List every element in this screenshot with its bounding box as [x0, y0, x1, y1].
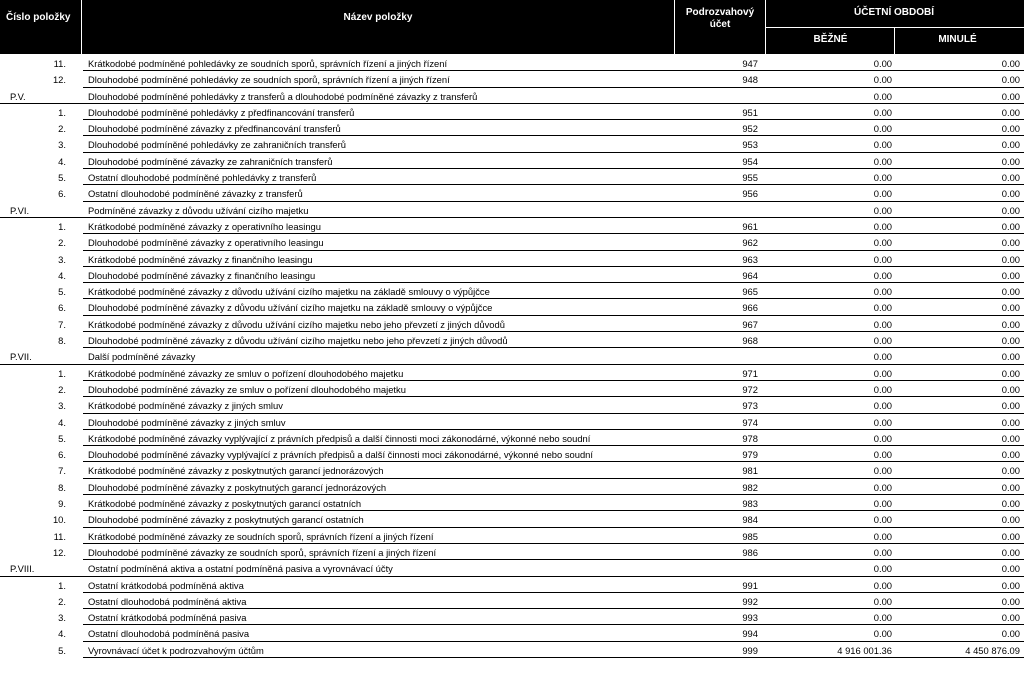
row-rule	[83, 461, 1024, 462]
row-account-code: 962	[742, 237, 758, 249]
row-value-minule: 0.00	[1001, 74, 1020, 86]
table-row	[0, 398, 1024, 414]
row-account-code: 983	[742, 498, 758, 510]
table-row	[0, 121, 1024, 137]
row-name: Dlouhodobé podmíněné závazky ze zahraničních transferů	[88, 155, 333, 167]
section-row	[0, 203, 1024, 219]
row-value-minule: 0.00	[1001, 367, 1020, 379]
row-rule	[83, 527, 1024, 528]
row-value-bezne: 0.00	[873, 74, 892, 86]
row-value-bezne: 0.00	[873, 237, 892, 249]
row-number: 1.	[58, 367, 66, 379]
row-name: Dlouhodobé podmíněné závazky ze soudních sporů, správních řízení a jiných řízení	[88, 546, 437, 558]
row-account-code: 964	[742, 269, 758, 281]
table-row	[0, 317, 1024, 333]
row-number: 2.	[58, 123, 66, 135]
row-value-bezne: 0.00	[873, 351, 892, 363]
row-value-minule: 0.00	[1001, 139, 1020, 151]
row-name: Krátkodobé podmíněné závazky z finančního leasingu	[88, 253, 313, 265]
row-name: Dlouhodobé podmíněné pohledávky ze zahraničních transferů	[88, 139, 346, 151]
header-ucetni-obdobi: ÚČETNÍ OBDOBÍ	[854, 7, 934, 18]
row-rule	[0, 217, 1024, 218]
header-podrozvahovy-line1: Podrozvahový	[685, 7, 755, 18]
table-header	[0, 0, 1024, 54]
row-value-bezne: 0.00	[873, 595, 892, 607]
row-rule	[83, 429, 1024, 430]
row-rule	[83, 543, 1024, 544]
row-value-bezne: 0.00	[873, 579, 892, 591]
row-value-bezne: 0.00	[873, 335, 892, 347]
table-row	[0, 105, 1024, 121]
row-value-minule: 0.00	[1001, 188, 1020, 200]
row-rule	[83, 413, 1024, 414]
table-row	[0, 529, 1024, 545]
row-name: Ostatní podmíněná aktiva a ostatní podmíněná pasiva a vyrovnávací účty	[88, 563, 393, 575]
row-name: Dlouhodobé podmíněné pohledávky z transferů a dlouhodobé podmíněné závazky z transferů	[88, 90, 478, 102]
row-rule	[83, 478, 1024, 479]
row-rule	[83, 608, 1024, 609]
row-account-code: 951	[742, 106, 758, 118]
row-name: Krátkodobé podmíněné pohledávky ze soudních sporů, správních řízení a jiných řízení	[88, 58, 448, 69]
row-account-code: 947	[742, 58, 758, 69]
row-value-bezne: 0.00	[873, 172, 892, 184]
row-value-minule: 0.00	[1001, 90, 1020, 102]
section-row	[0, 349, 1024, 365]
row-account-code: 972	[742, 383, 758, 395]
header-divider	[674, 0, 675, 54]
row-number: 10.	[52, 514, 66, 526]
row-rule	[83, 119, 1024, 120]
row-value-minule: 0.00	[1001, 563, 1020, 575]
row-rule	[83, 510, 1024, 511]
table-row	[0, 56, 1024, 72]
table-row	[0, 366, 1024, 382]
table-row	[0, 463, 1024, 479]
row-account-code: 982	[742, 481, 758, 493]
row-value-minule: 0.00	[1001, 432, 1020, 444]
row-rule	[83, 70, 1024, 71]
header-bezne: BĚŽNÉ	[813, 34, 848, 45]
row-name: Krátkodobé podmíněné závazky z poskytnutých garancí ostatních	[88, 498, 362, 510]
row-rule	[83, 380, 1024, 381]
row-value-bezne: 0.00	[873, 546, 892, 558]
header-cislo-polozky: Číslo položky	[6, 12, 71, 23]
row-name: Vyrovnávací účet k podrozvahovým účtům	[88, 644, 264, 656]
row-number: P.VI.	[10, 204, 30, 216]
table-row	[0, 170, 1024, 186]
row-name: Dlouhodobé podmíněné závazky z důvodu užívání cizího majetku na základě smlouvy o výpůjčce	[88, 302, 493, 314]
row-name: Krátkodobé podmíněné závazky z jiných smluv	[88, 400, 283, 412]
row-rule	[83, 201, 1024, 202]
row-name: Krátkodobé podmíněné závazky z operativního leasingu	[88, 220, 321, 232]
row-value-minule: 0.00	[1001, 286, 1020, 298]
row-value-bezne: 0.00	[873, 481, 892, 493]
row-account-code: 967	[742, 318, 758, 330]
table-row	[0, 219, 1024, 235]
row-value-bezne: 0.00	[873, 90, 892, 102]
header-podrozvahovy-ucet	[676, 7, 764, 31]
row-value-bezne: 0.00	[873, 188, 892, 200]
row-number: 5.	[58, 432, 66, 444]
row-number: 3.	[58, 612, 66, 624]
row-value-minule: 0.00	[1001, 514, 1020, 526]
header-divider	[765, 27, 1024, 28]
row-value-minule: 0.00	[1001, 628, 1020, 640]
row-account-code: 974	[742, 416, 758, 428]
row-value-bezne: 0.00	[873, 449, 892, 461]
row-account-code: 955	[742, 172, 758, 184]
row-rule	[83, 445, 1024, 446]
row-rule	[83, 184, 1024, 185]
row-number: 6.	[58, 449, 66, 461]
row-value-bezne: 0.00	[873, 416, 892, 428]
row-account-code: 961	[742, 220, 758, 232]
row-value-minule: 0.00	[1001, 58, 1020, 69]
row-value-minule: 0.00	[1001, 530, 1020, 542]
row-name: Ostatní dlouhodobá podmíněná pasiva	[88, 628, 250, 640]
row-number: 4.	[58, 416, 66, 428]
row-value-minule: 4 450 876.09	[965, 644, 1020, 656]
row-account-code: 952	[742, 123, 758, 135]
row-rule	[0, 364, 1024, 365]
row-value-minule: 0.00	[1001, 172, 1020, 184]
row-value-bezne: 0.00	[873, 530, 892, 542]
row-value-minule: 0.00	[1001, 351, 1020, 363]
row-number: 3.	[58, 400, 66, 412]
row-account-code: 984	[742, 514, 758, 526]
row-account-code: 981	[742, 465, 758, 477]
table-body	[0, 56, 1024, 659]
row-rule	[83, 657, 1024, 658]
row-account-code: 993	[742, 612, 758, 624]
row-value-bezne: 0.00	[873, 367, 892, 379]
row-rule	[83, 298, 1024, 299]
row-account-code: 999	[742, 644, 758, 656]
row-account-code: 968	[742, 335, 758, 347]
row-value-minule: 0.00	[1001, 335, 1020, 347]
row-account-code: 978	[742, 432, 758, 444]
row-name: Podmíněné závazky z důvodu užívání cizího majetku	[88, 204, 309, 216]
row-value-bezne: 0.00	[873, 465, 892, 477]
row-number: 3.	[58, 253, 66, 265]
row-account-code: 973	[742, 400, 758, 412]
row-name: Krátkodobé podmíněné závazky z důvodu užívání cizího majetku nebo jeho převzetí z jiných důvodů	[88, 318, 505, 330]
row-value-minule: 0.00	[1001, 579, 1020, 591]
row-number: 4.	[58, 269, 66, 281]
row-value-minule: 0.00	[1001, 155, 1020, 167]
row-rule	[83, 624, 1024, 625]
row-name: Ostatní krátkodobá podmíněná aktiva	[88, 579, 244, 591]
row-value-bezne: 0.00	[873, 204, 892, 216]
row-number: 8.	[58, 481, 66, 493]
row-name: Dlouhodobé podmíněné závazky z předfinancování transferů	[88, 123, 341, 135]
table-row	[0, 545, 1024, 561]
row-value-minule: 0.00	[1001, 106, 1020, 118]
row-rule	[83, 315, 1024, 316]
row-value-minule: 0.00	[1001, 383, 1020, 395]
row-name: Dlouhodobé podmíněné pohledávky ze soudních sporů, správních řízení a jiných řízení	[88, 74, 450, 86]
row-value-minule: 0.00	[1001, 253, 1020, 265]
row-value-minule: 0.00	[1001, 220, 1020, 232]
table-row	[0, 496, 1024, 512]
row-name: Krátkodobé podmíněné závazky vyplývající z právních předpisů a další činnosti moci zákonodárné, výkonné nebo soudní	[88, 432, 591, 444]
row-name: Krátkodobé podmíněné závazky z poskytnutých garancí jednorázových	[88, 465, 384, 477]
row-account-code: 963	[742, 253, 758, 265]
row-number: 1.	[58, 220, 66, 232]
row-rule	[83, 282, 1024, 283]
row-number: P.VIII.	[10, 563, 35, 575]
row-rule	[83, 494, 1024, 495]
row-rule	[83, 559, 1024, 560]
row-number: 2.	[58, 595, 66, 607]
row-rule	[83, 233, 1024, 234]
table-row	[0, 594, 1024, 610]
row-account-code: 991	[742, 579, 758, 591]
row-value-minule: 0.00	[1001, 204, 1020, 216]
row-name: Další podmíněné závazky	[88, 351, 196, 363]
row-account-code: 956	[742, 188, 758, 200]
row-number: 9.	[58, 498, 66, 510]
row-value-bezne: 0.00	[873, 106, 892, 118]
table-row	[0, 268, 1024, 284]
row-rule	[83, 331, 1024, 332]
row-account-code: 979	[742, 449, 758, 461]
row-number: 5.	[58, 172, 66, 184]
row-name: Dlouhodobé podmíněné závazky z důvodu užívání cizího majetku nebo jeho převzetí z jiných důvodů	[88, 335, 508, 347]
row-value-bezne: 0.00	[873, 432, 892, 444]
row-name: Dlouhodobé podmíněné závazky z operativního leasingu	[88, 237, 324, 249]
row-rule	[83, 592, 1024, 593]
row-name: Krátkodobé podmíněné závazky ze smluv o pořízení dlouhodobého majetku	[88, 367, 404, 379]
header-minule: MINULÉ	[938, 34, 977, 45]
table-row	[0, 252, 1024, 268]
row-value-bezne: 0.00	[873, 302, 892, 314]
row-value-minule: 0.00	[1001, 318, 1020, 330]
row-value-minule: 0.00	[1001, 400, 1020, 412]
row-number: 6.	[58, 188, 66, 200]
row-name: Ostatní dlouhodobé podmíněné pohledávky z transferů	[88, 172, 317, 184]
row-number: 12.	[52, 546, 66, 558]
row-number: 7.	[58, 318, 66, 330]
table-row	[0, 512, 1024, 528]
row-value-minule: 0.00	[1001, 416, 1020, 428]
row-name: Dlouhodobé podmíněné závazky z jiných smluv	[88, 416, 286, 428]
row-value-minule: 0.00	[1001, 302, 1020, 314]
row-name: Dlouhodobé podmíněné závazky ze smluv o pořízení dlouhodobého majetku	[88, 383, 406, 395]
row-value-bezne: 0.00	[873, 155, 892, 167]
row-number: 11.	[53, 530, 66, 542]
section-row	[0, 561, 1024, 577]
row-value-bezne: 0.00	[873, 514, 892, 526]
row-value-minule: 0.00	[1001, 546, 1020, 558]
row-number: 2.	[58, 237, 66, 249]
row-name: Krátkodobé podmíněné závazky ze soudních sporů, správních řízení a jiných řízení	[88, 530, 434, 542]
section-row	[0, 89, 1024, 105]
row-rule	[83, 641, 1024, 642]
row-number: 3.	[58, 139, 66, 151]
row-account-code: 986	[742, 546, 758, 558]
row-value-bezne: 0.00	[873, 400, 892, 412]
header-podrozvahovy-line2: účet	[709, 19, 731, 30]
table-row	[0, 284, 1024, 300]
row-value-minule: 0.00	[1001, 465, 1020, 477]
table-row	[0, 578, 1024, 594]
row-number: 2.	[58, 383, 66, 395]
row-value-minule: 0.00	[1001, 449, 1020, 461]
row-number: 1.	[58, 579, 66, 591]
row-value-bezne: 0.00	[873, 498, 892, 510]
row-account-code: 971	[742, 367, 758, 379]
row-name: Dlouhodobé podmíněné závazky z finančního leasingu	[88, 269, 316, 281]
row-name: Ostatní krátkodobá podmíněná pasiva	[88, 612, 247, 624]
row-account-code: 948	[742, 74, 758, 86]
row-value-minule: 0.00	[1001, 481, 1020, 493]
row-account-code: 954	[742, 155, 758, 167]
row-number: 5.	[58, 644, 66, 656]
row-value-bezne: 0.00	[873, 139, 892, 151]
row-rule	[83, 250, 1024, 251]
table-row	[0, 154, 1024, 170]
row-name: Dlouhodobé podmíněné závazky z poskytnutých garancí ostatních	[88, 514, 364, 526]
row-value-bezne: 0.00	[873, 220, 892, 232]
row-name: Dlouhodobé podmíněné pohledávky z předfinancování transferů	[88, 106, 355, 118]
row-number: P.V.	[10, 90, 26, 102]
table-row	[0, 415, 1024, 431]
row-value-bezne: 4 916 001.36	[837, 644, 892, 656]
table-row	[0, 382, 1024, 398]
row-rule	[0, 103, 1024, 104]
row-rule	[83, 347, 1024, 348]
table-row	[0, 431, 1024, 447]
row-value-bezne: 0.00	[873, 58, 892, 69]
row-number: 12.	[52, 74, 66, 86]
row-number: 1.	[58, 106, 66, 118]
table-row	[0, 186, 1024, 202]
row-account-code: 985	[742, 530, 758, 542]
row-account-code: 966	[742, 302, 758, 314]
row-rule	[0, 576, 1024, 577]
row-value-bezne: 0.00	[873, 318, 892, 330]
table-row	[0, 137, 1024, 153]
table-row	[0, 643, 1024, 659]
table-row	[0, 626, 1024, 642]
row-value-minule: 0.00	[1001, 237, 1020, 249]
row-name: Dlouhodobé podmíněné závazky vyplývající z právních předpisů a další činnosti moci zákonodárné, výkonné nebo soudní	[88, 449, 593, 461]
table-row	[0, 72, 1024, 88]
row-value-bezne: 0.00	[873, 612, 892, 624]
row-value-minule: 0.00	[1001, 595, 1020, 607]
row-number: 7.	[58, 465, 66, 477]
row-value-minule: 0.00	[1001, 269, 1020, 281]
row-number: 4.	[58, 155, 66, 167]
table-row	[0, 447, 1024, 463]
row-name: Ostatní dlouhodobá podmíněná aktiva	[88, 595, 247, 607]
row-number: 8.	[58, 335, 66, 347]
header-nazev-polozky: Název položky	[343, 12, 413, 23]
row-number: 4.	[58, 628, 66, 640]
table-row	[0, 333, 1024, 349]
row-value-bezne: 0.00	[873, 286, 892, 298]
row-rule	[83, 168, 1024, 169]
row-number: P.VII.	[10, 351, 32, 363]
row-rule	[83, 87, 1024, 88]
table-row	[0, 480, 1024, 496]
header-divider	[894, 28, 895, 54]
row-account-code: 965	[742, 286, 758, 298]
row-value-bezne: 0.00	[873, 383, 892, 395]
row-value-minule: 0.00	[1001, 498, 1020, 510]
row-number: 11.	[53, 58, 66, 69]
row-value-bezne: 0.00	[873, 253, 892, 265]
row-value-bezne: 0.00	[873, 123, 892, 135]
row-value-bezne: 0.00	[873, 269, 892, 281]
row-name: Ostatní dlouhodobé podmíněné závazky z transferů	[88, 188, 303, 200]
row-value-minule: 0.00	[1001, 123, 1020, 135]
table-row	[0, 235, 1024, 251]
row-value-bezne: 0.00	[873, 563, 892, 575]
table-row	[0, 610, 1024, 626]
table-row	[0, 300, 1024, 316]
row-rule	[83, 266, 1024, 267]
row-name: Dlouhodobé podmíněné závazky z poskytnutých garancí jednorázových	[88, 481, 387, 493]
header-divider	[81, 0, 82, 54]
row-rule	[83, 152, 1024, 153]
row-number: 5.	[58, 286, 66, 298]
row-value-bezne: 0.00	[873, 628, 892, 640]
row-rule	[83, 396, 1024, 397]
row-account-code: 992	[742, 595, 758, 607]
row-account-code: 994	[742, 628, 758, 640]
row-number: 6.	[58, 302, 66, 314]
row-value-minule: 0.00	[1001, 612, 1020, 624]
row-rule	[83, 135, 1024, 136]
row-account-code: 953	[742, 139, 758, 151]
row-name: Krátkodobé podmíněné závazky z důvodu užívání cizího majetku na základě smlouvy o výpůjčce	[88, 286, 490, 298]
